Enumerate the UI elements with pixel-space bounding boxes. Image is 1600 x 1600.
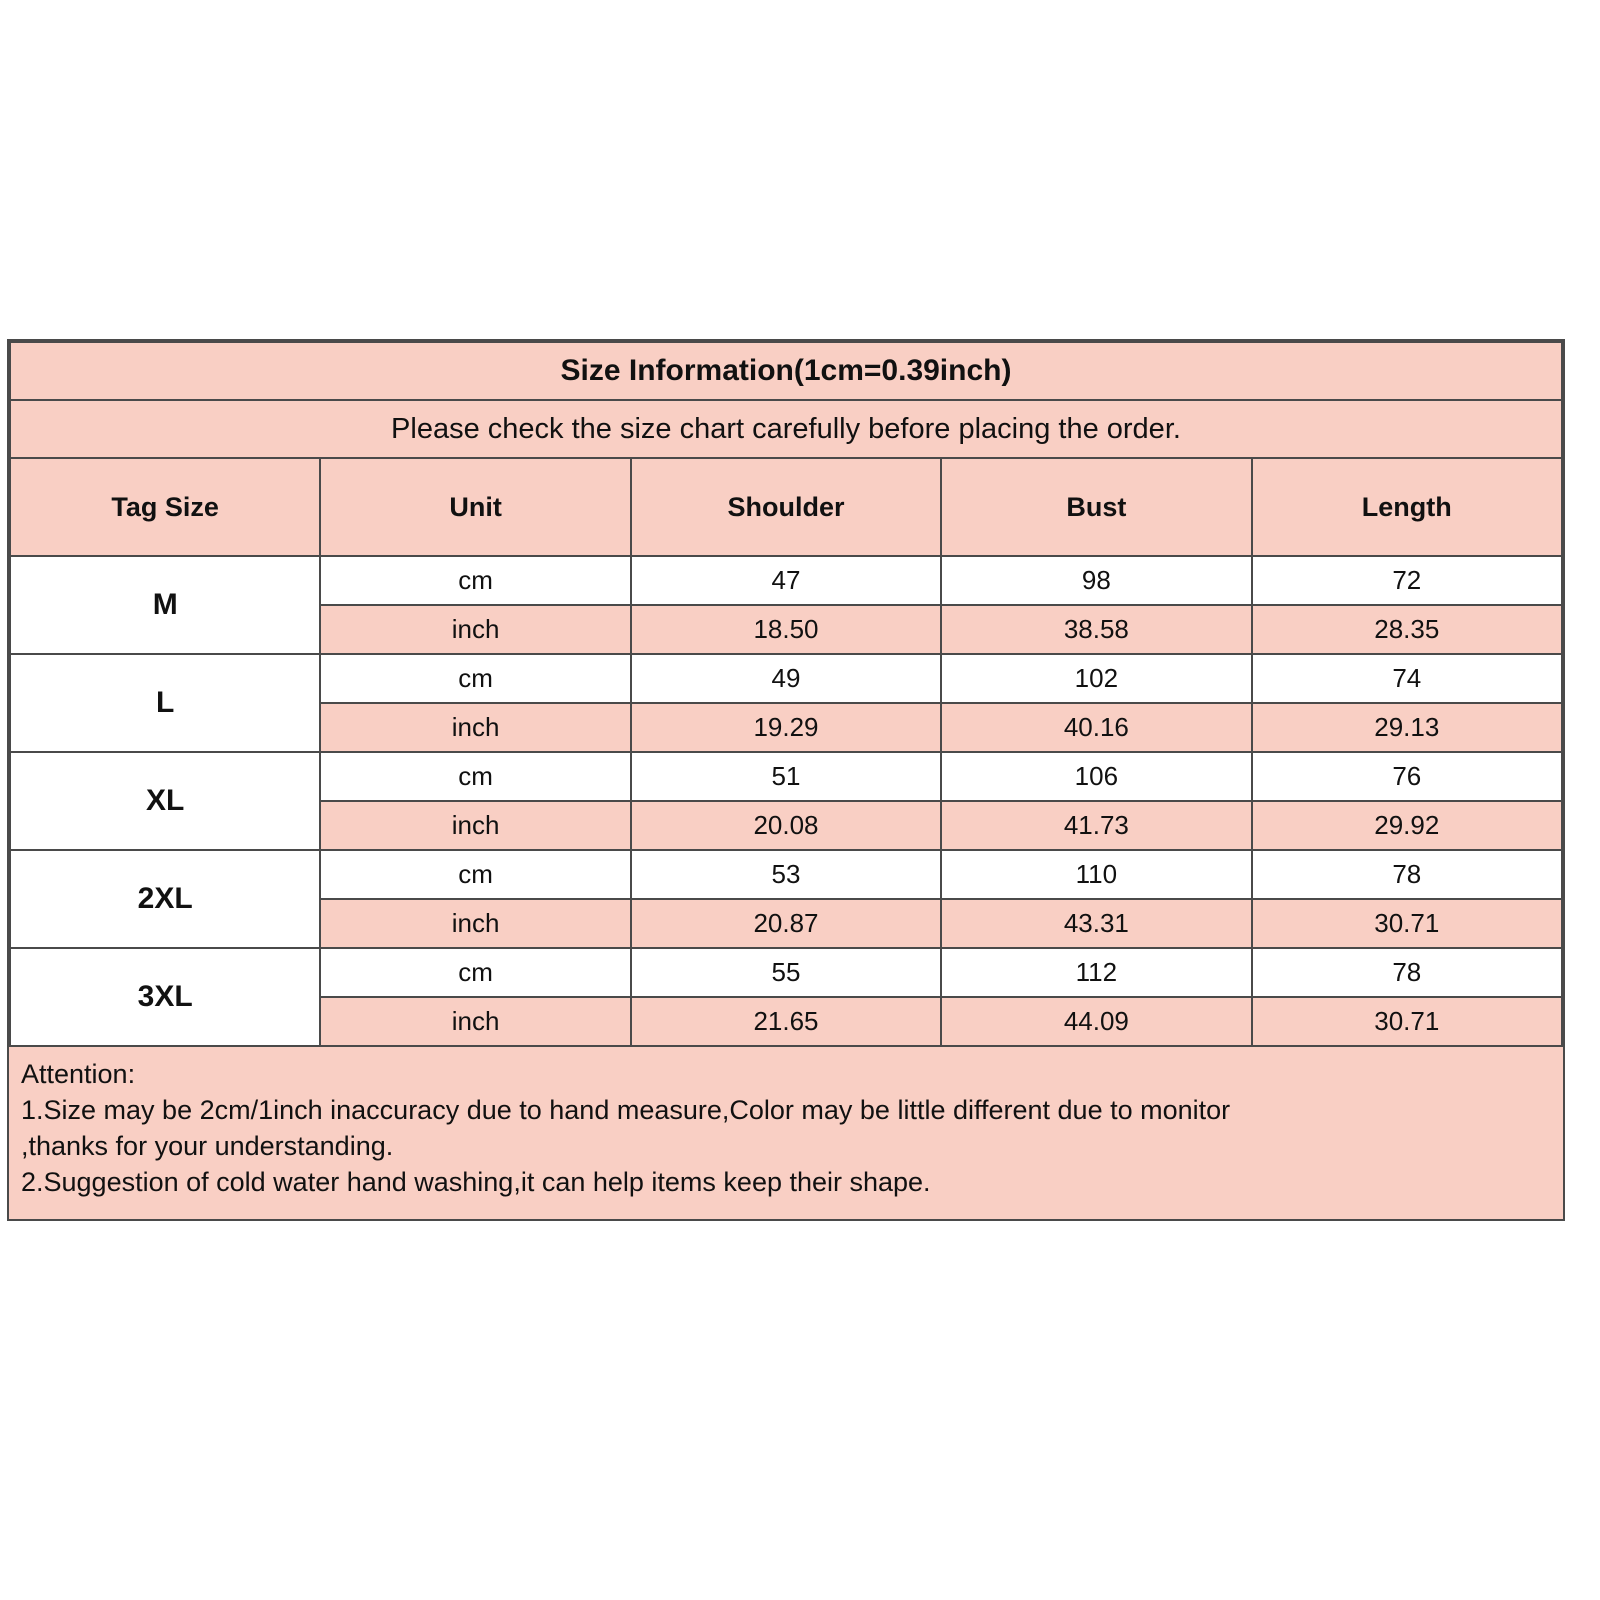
cell-length: 74: [1252, 654, 1562, 703]
table-row-subtitle: [10, 400, 1562, 458]
cell-shoulder: 47: [631, 556, 941, 605]
cell-shoulder: 53: [631, 850, 941, 899]
cell-shoulder: 20.08: [631, 801, 941, 850]
cell-tag-size: 3XL: [10, 948, 320, 1046]
table-row: [10, 948, 1562, 997]
cell-bust: 102: [941, 654, 1251, 703]
cell-bust: 106: [941, 752, 1251, 801]
attention-notes: [9, 1047, 1563, 1219]
cell-length: 78: [1252, 850, 1562, 899]
cell-unit: cm: [320, 948, 630, 997]
cell-shoulder: 19.29: [631, 703, 941, 752]
column-header-shoulder: Shoulder: [631, 458, 941, 556]
cell-length: 28.35: [1252, 605, 1562, 654]
cell-shoulder: 55: [631, 948, 941, 997]
cell-length: 76: [1252, 752, 1562, 801]
cell-unit: inch: [320, 899, 630, 948]
column-header-bust: Bust: [941, 458, 1251, 556]
cell-bust: 38.58: [941, 605, 1251, 654]
chart-subtitle: Please check the size chart carefully before placing the order.: [10, 400, 1562, 458]
cell-bust: 43.31: [941, 899, 1251, 948]
cell-unit: cm: [320, 850, 630, 899]
size-chart: [7, 339, 1565, 1221]
column-header-tag-size: Tag Size: [10, 458, 320, 556]
cell-bust: 112: [941, 948, 1251, 997]
attention-heading: Attention:: [21, 1059, 136, 1089]
cell-shoulder: 51: [631, 752, 941, 801]
cell-shoulder: 20.87: [631, 899, 941, 948]
cell-bust: 98: [941, 556, 1251, 605]
cell-shoulder: 49: [631, 654, 941, 703]
table-header-row: [10, 458, 1562, 556]
cell-tag-size: XL: [10, 752, 320, 850]
chart-title: Size Information(1cm=0.39inch): [10, 342, 1562, 400]
cell-bust: 41.73: [941, 801, 1251, 850]
cell-length: 29.13: [1252, 703, 1562, 752]
size-information-table: [9, 341, 1563, 1047]
cell-tag-size: L: [10, 654, 320, 752]
attention-line-2: ,thanks for your understanding.: [21, 1130, 394, 1161]
cell-length: 30.71: [1252, 997, 1562, 1046]
table-row: [10, 654, 1562, 703]
cell-unit: inch: [320, 703, 630, 752]
column-header-length: Length: [1252, 458, 1562, 556]
table-row: [10, 752, 1562, 801]
attention-line-3: 2.Suggestion of cold water hand washing,it can help items keep their shape.: [21, 1166, 931, 1197]
cell-bust: 110: [941, 850, 1251, 899]
table-row: [10, 850, 1562, 899]
cell-shoulder: 18.50: [631, 605, 941, 654]
cell-unit: inch: [320, 997, 630, 1046]
table-row-title: [10, 342, 1562, 400]
cell-shoulder: 21.65: [631, 997, 941, 1046]
cell-bust: 40.16: [941, 703, 1251, 752]
attention-line-1: 1.Size may be 2cm/1inch inaccuracy due to hand measure,Color may be little different due to monitor: [21, 1094, 1231, 1125]
cell-tag-size: 2XL: [10, 850, 320, 948]
column-header-unit: Unit: [320, 458, 630, 556]
cell-length: 30.71: [1252, 899, 1562, 948]
cell-length: 29.92: [1252, 801, 1562, 850]
table-row: [10, 556, 1562, 605]
cell-length: 78: [1252, 948, 1562, 997]
cell-unit: inch: [320, 801, 630, 850]
cell-bust: 44.09: [941, 997, 1251, 1046]
cell-unit: cm: [320, 654, 630, 703]
cell-unit: cm: [320, 752, 630, 801]
cell-unit: cm: [320, 556, 630, 605]
cell-tag-size: M: [10, 556, 320, 654]
cell-unit: inch: [320, 605, 630, 654]
cell-length: 72: [1252, 556, 1562, 605]
